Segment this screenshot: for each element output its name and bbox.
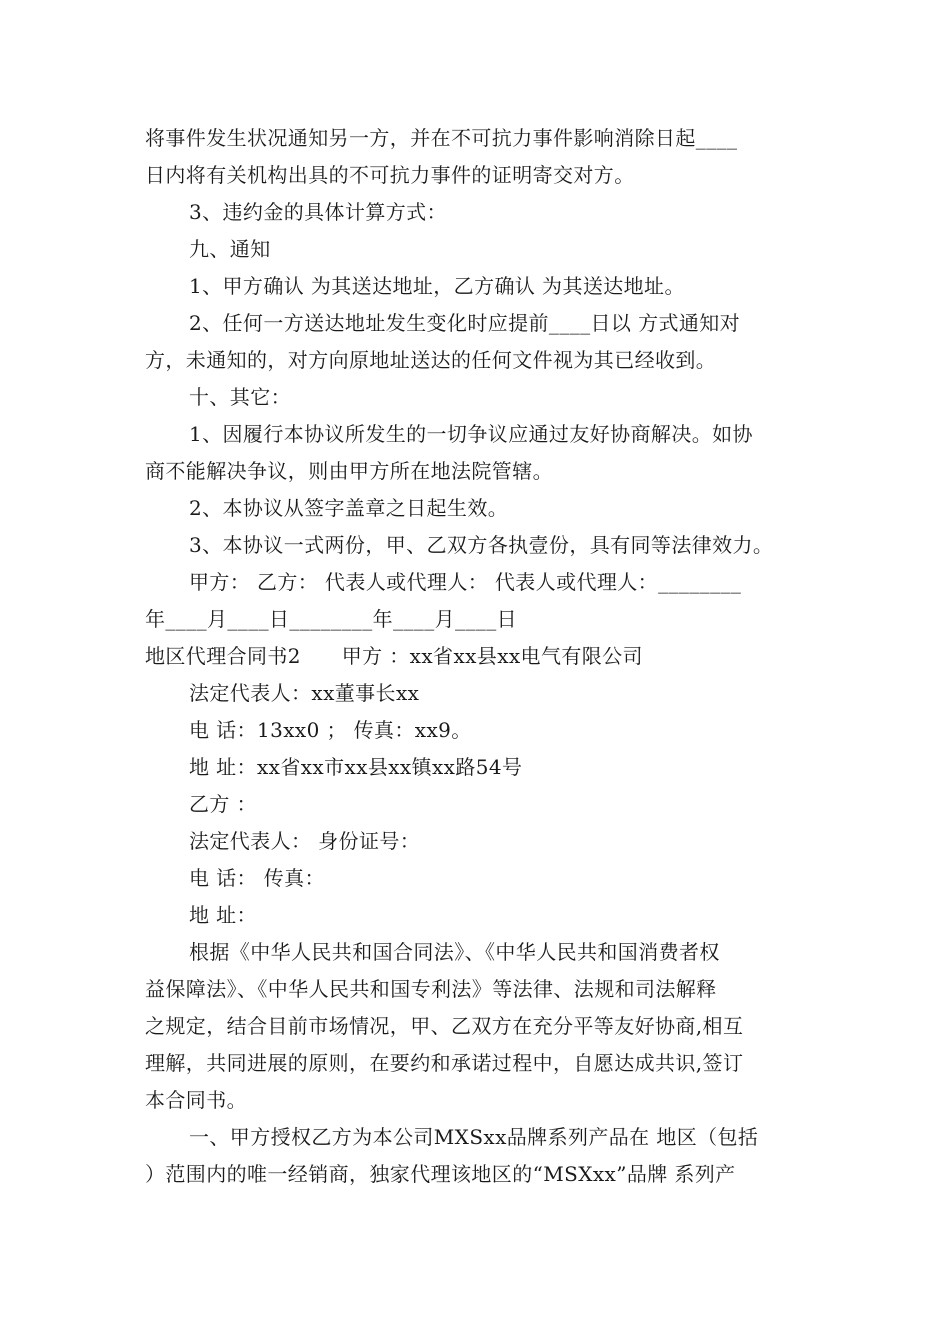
date-line: 年____月____日________年____月____日: [145, 607, 517, 631]
text-line: 根据《中华人民共和国合同法》、《中华人民共和国消费者权: [189, 940, 720, 964]
party-b-label: 乙方 ：: [189, 792, 257, 816]
text-line: 一、甲方授权乙方为本公司MXSxx品牌系列产品在 地区（包括: [189, 1125, 759, 1149]
text-line: 3、违约金的具体计算方式：: [189, 200, 447, 224]
text-line: 2、任何一方送达地址发生变化时应提前____日以 方式通知对: [189, 311, 741, 335]
document-body: [145, 120, 815, 1193]
party-b-address: 地 址：: [189, 903, 257, 927]
section-heading-other: 十、其它：: [189, 385, 291, 409]
text-line: 方，未通知的，对方向原地址送达的任何文件视为其已经收到。: [145, 348, 717, 372]
text-line: ）范围内的唯一经销商，独家代理该地区的“MSXxx”品牌 系列产: [145, 1162, 736, 1186]
text-line: 之规定，结合目前市场情况，甲、乙双方在充分平等友好协商,相互: [145, 1014, 744, 1038]
text-line: 益保障法》、《中华人民共和国专利法》等法律、法规和司法解释: [145, 977, 717, 1001]
text-line: 2、本协议从签字盖章之日起生效。: [189, 496, 509, 520]
contract-title-line: 地区代理合同书2 甲方 ：xx省xx县xx电气有限公司: [145, 644, 643, 668]
party-a-address: 地 址：xx省xx市xx县xx镇xx路54号: [189, 755, 523, 779]
text-line: 1、因履行本协议所发生的一切争议应通过友好协商解决。如协: [189, 422, 753, 446]
party-a-representative: 法定代表人：xx董事长xx: [189, 681, 420, 705]
party-a-phone: 电 话：13xx0 ； 传真：xx9。: [189, 718, 472, 742]
text-line: 理解，共同进展的原则，在要约和承诺过程中，自愿达成共识,签订: [145, 1051, 744, 1075]
text-line: 本合同书。: [145, 1088, 247, 1112]
party-b-representative: 法定代表人： 身份证号：: [189, 829, 421, 853]
text-line: 将事件发生状况通知另一方，并在不可抗力事件影响消除日起____: [145, 126, 738, 150]
signature-line: 甲方： 乙方： 代表人或代理人： 代表人或代理人：________: [189, 570, 742, 594]
section-heading-notice: 九、通知: [189, 237, 271, 261]
text-line: 3、本协议一式两份，甲、乙双方各执壹份，具有同等法律效力。: [189, 533, 774, 557]
text-line: 日内将有关机构出具的不可抗力事件的证明寄交对方。: [145, 163, 635, 187]
party-b-phone: 电 话： 传真：: [189, 866, 325, 890]
text-line: 商不能解决争议，则由甲方所在地法院管辖。: [145, 459, 553, 483]
text-line: 1、甲方确认 为其送达地址，乙方确认 为其送达地址。: [189, 274, 685, 298]
